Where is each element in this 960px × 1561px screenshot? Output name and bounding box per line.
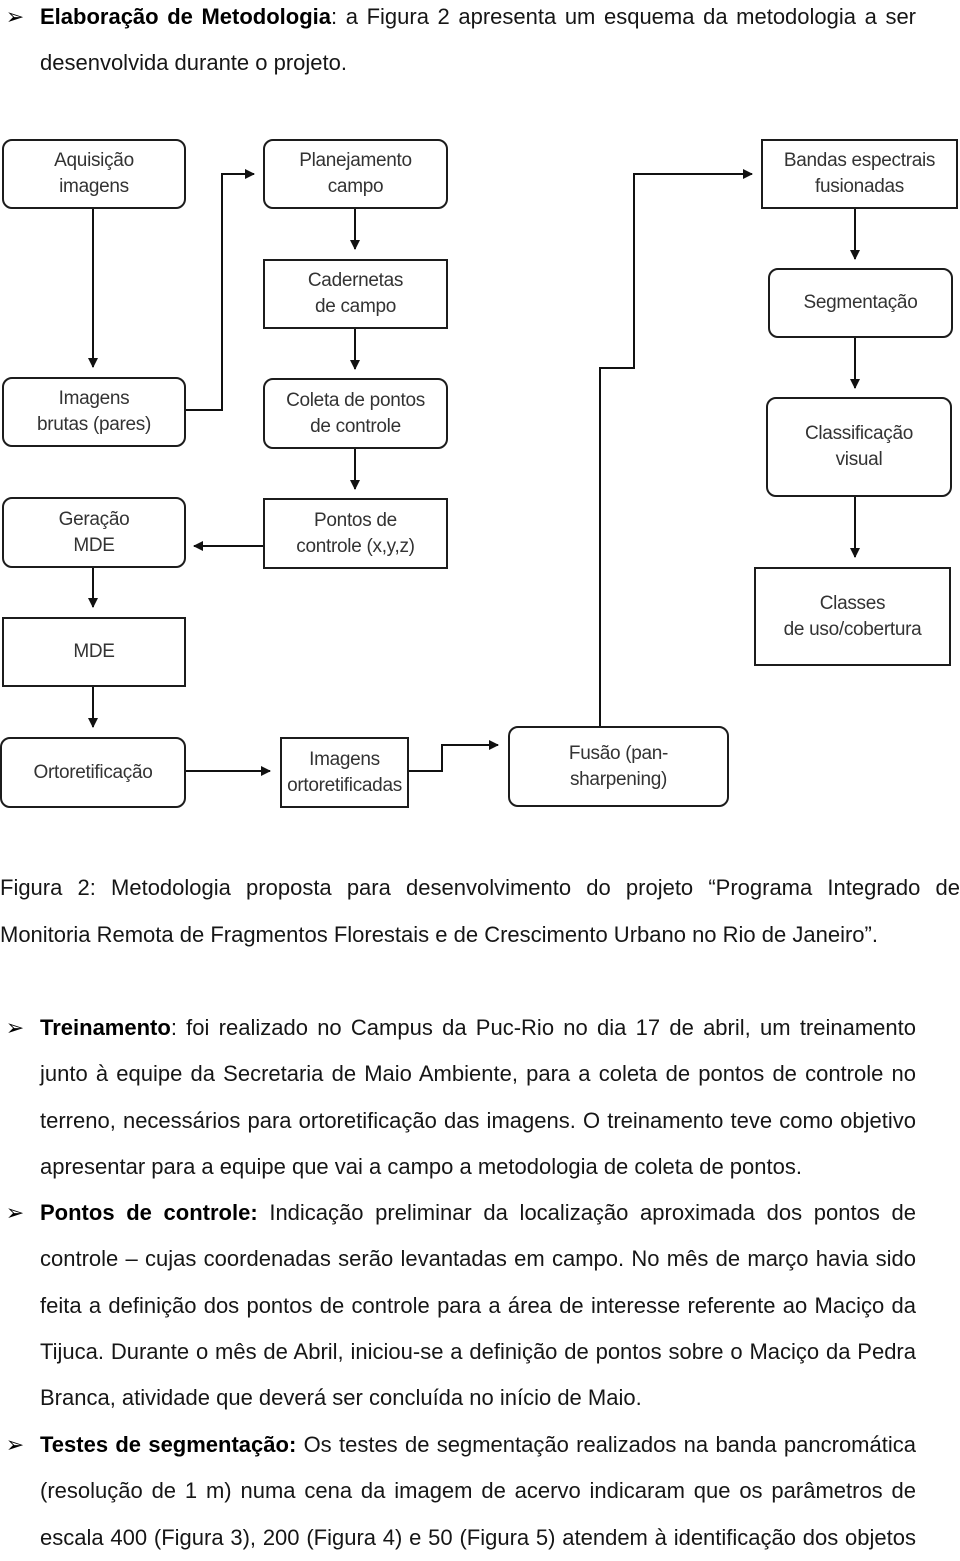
bullet-pontos-controle-text: Pontos de controle: Indicação preliminar da localização aproximada dos pontos de controle – cujas coordenadas serão levantadas em campo. No mês de março havia sido feita a definição dos pontos de controle para a área de interesse referente ao Maciço da Tijuca. Durante o mês de Abril, iniciou-se a definição de pontos sobre o Maciço da Pedra Branca, atividade que deverá ser concluída no início de Maio. [40,1200,917,1411]
node-imagens-brutas: Imagens brutas (pares) [2,377,186,447]
node-classes-uso-cobertura: Classes de uso/cobertura [754,567,951,666]
bullet-elaboracao-text: Elaboração de Metodologia: a Figura 2 apresenta um esquema da metodologia a ser desenvolvida durante o projeto. [40,4,917,76]
arrow-fusao-bandas [600,174,752,726]
arrowhead-bullet-icon: ➢ [5,4,25,29]
figure-caption: Figura 2: Metodologia proposta para desenvolvimento do projeto “Programa Integrado de Monitoria Remota de Fragmentos Florestais e de Crescimento Urbano no Rio de Janeiro”. [0,875,960,947]
node-pontos-controle-xyz: Pontos de controle (x,y,z) [263,498,448,569]
node-geracao-mde: Geração MDE [2,497,186,568]
node-ortoretificacao: Ortoretificação [0,737,186,808]
arrowhead-bullet-icon: ➢ [5,1200,25,1225]
node-bandas-fusionadas: Bandas espectrais fusionadas [761,139,958,209]
node-classificacao-visual: Classificação visual [766,397,952,497]
bullet-testes-segmentacao-title: Testes de segmentação: [40,1432,297,1457]
bullet-testes-segmentacao-text: Testes de segmentação: Os testes de segmentação realizados na banda pancromática (resolução de 1 m) numa cena da imagem de acervo indicaram que os parâmetros de escala 400 (Figura 3), 200 (Figura 4) e 50 (Figura 5) atendem à identificação dos objetos [40,1432,916,1550]
node-segmentacao: Segmentação [768,268,953,338]
arrow-brutas-planejamento [185,174,254,410]
arrowhead-bullet-icon: ➢ [5,1432,25,1457]
node-cadernetas-campo: Cadernetas de campo [263,259,448,329]
bullet-pontos-controle-title: Pontos de controle: [40,1200,258,1225]
node-mde: MDE [2,617,186,687]
bullet-treinamento-text: Treinamento: foi realizado no Campus da Puc-Rio no dia 17 de abril, um treinamento junto à equipe da Secretaria de Maio Ambiente, para a coleta de pontos de controle no terreno, necessários para ortoretificação das imagens. O treinamento teve como objetivo apresentar para a equipe que vai a campo a metodologia de coleta de pontos. [40,1015,916,1179]
node-aquisicao-imagens: Aquisição imagens [2,139,186,209]
arrow-imagensorto-fusao [408,745,498,771]
arrowhead-bullet-icon: ➢ [5,1015,25,1040]
node-coleta-pontos: Coleta de pontos de controle [263,378,448,449]
node-planejamento-campo: Planejamento campo [263,139,448,209]
node-imagens-ortoretificadas: Imagens ortoretificadas [280,737,409,808]
bullet-treinamento-title: Treinamento [40,1015,171,1040]
methodology-flowchart [0,130,960,820]
bullet-elaboracao-title: Elaboração de Metodologia [40,4,332,29]
node-fusao-pansharpening: Fusão (pan- sharpening) [508,726,729,807]
